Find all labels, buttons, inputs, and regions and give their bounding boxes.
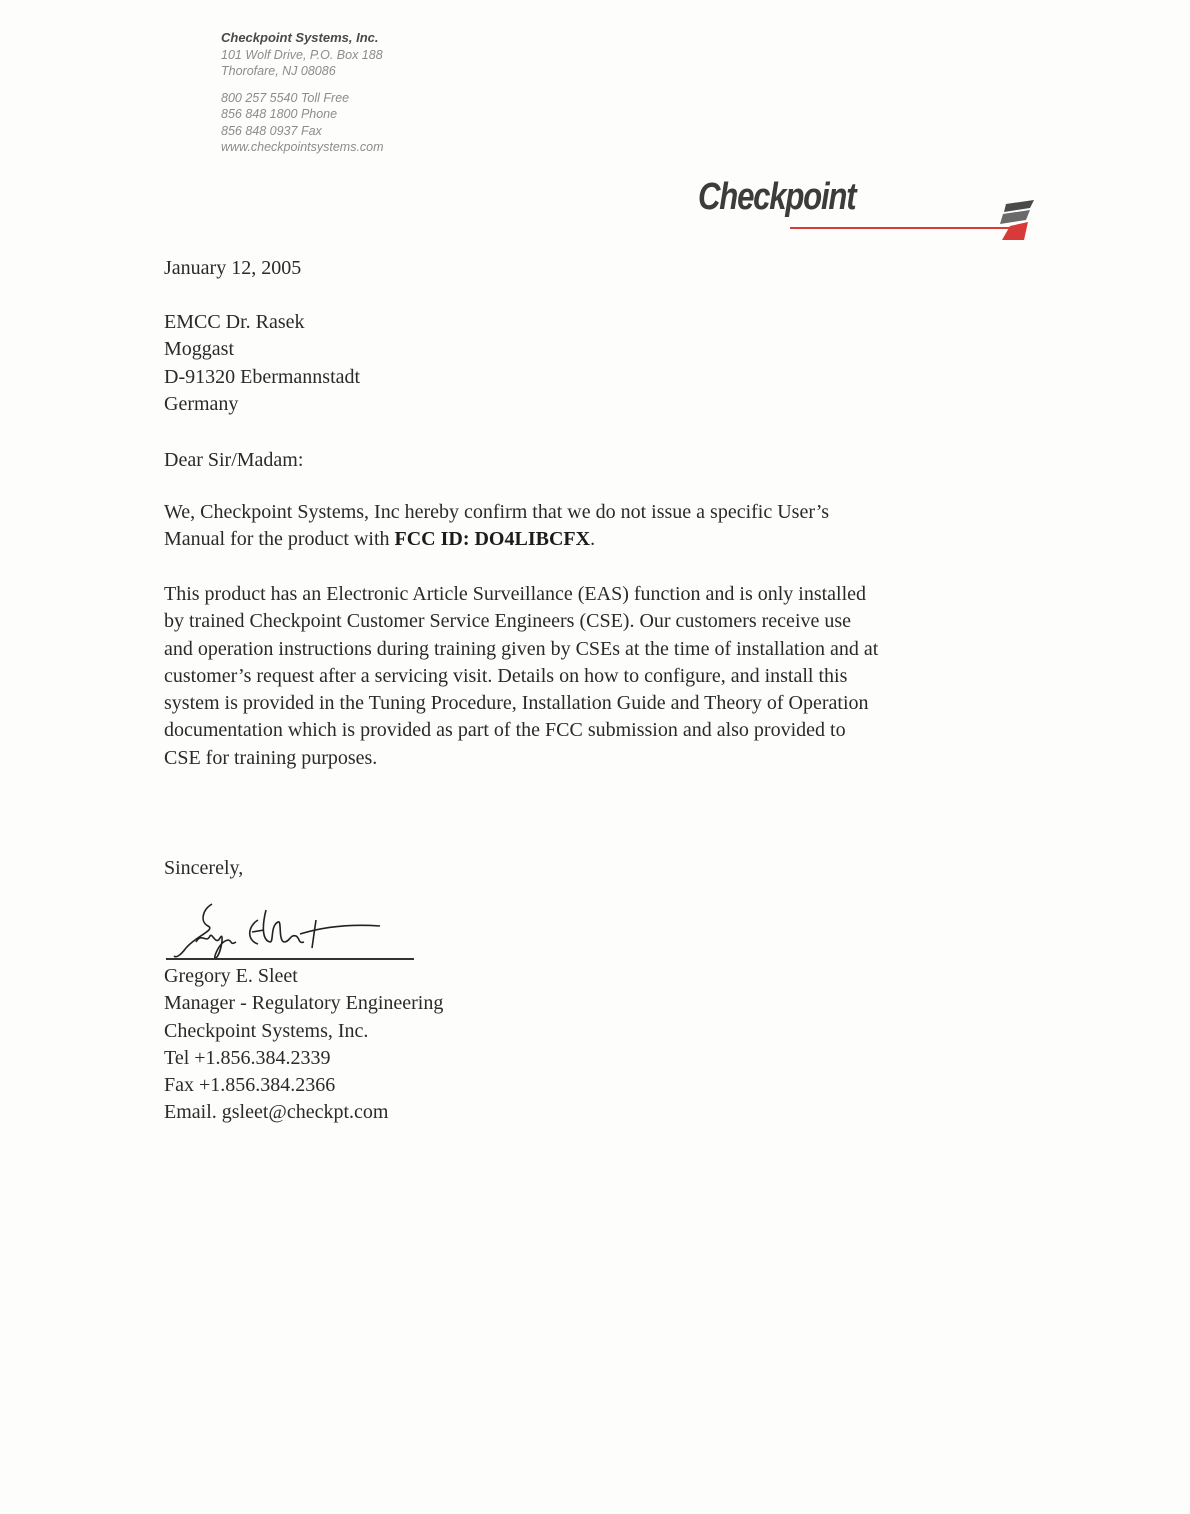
fcc-id: FCC ID: DO4LIBCFX xyxy=(394,528,591,551)
letterhead-website: www.checkpointsystems.com xyxy=(221,140,384,154)
paragraph-line xyxy=(164,526,1044,553)
checkpoint-mark-icon xyxy=(1000,200,1034,240)
paragraph-line: customer’s request after a servicing visit. Details on how to configure, and install this xyxy=(164,664,848,687)
signer-title: Manager - Regulatory Engineering xyxy=(164,992,444,1015)
paragraph-line: system is provided in the Tuning Procedure, Installation Guide and Theory of Operation xyxy=(164,692,869,715)
signer-company: Checkpoint Systems, Inc. xyxy=(164,1019,369,1042)
signature-line xyxy=(166,958,414,960)
recipient-line: D-91320 Ebermannstadt xyxy=(164,365,361,388)
letterhead-gap xyxy=(221,80,384,90)
recipient-line: EMCC Dr. Rasek xyxy=(164,311,305,333)
letterhead-company: Checkpoint Systems, Inc. xyxy=(221,30,379,45)
signer-fax: Fax +1.856.384.2366 xyxy=(164,1074,336,1097)
closing: Sincerely, xyxy=(164,857,244,879)
signer-tel: Tel +1.856.384.2339 xyxy=(164,1046,331,1069)
signer-name: Gregory E. Sleet xyxy=(164,965,298,987)
letterhead-address-line-1: 101 Wolf Drive, P.O. Box 188 xyxy=(221,47,383,62)
paragraph-line: This product has an Electronic Article Surveillance (EAS) function and is only installed xyxy=(164,583,867,605)
paragraph-text: Manual for the product with xyxy=(164,528,395,551)
logo-wordmark: Checkpoint xyxy=(698,176,856,218)
paragraph-line: CSE for training purposes. xyxy=(164,746,378,769)
recipient-line: Germany xyxy=(164,392,239,415)
paragraph-confirmation xyxy=(164,499,1044,554)
checkpoint-logo xyxy=(698,176,1038,242)
paragraph-line: documentation which is provided as part of the FCC submission and also provided to xyxy=(164,719,846,742)
letterhead xyxy=(221,30,384,156)
logo-underline xyxy=(790,227,1022,229)
letterhead-phone: 856 848 1800 Phone xyxy=(221,107,338,121)
letterhead-address-line-2: Thorofare, NJ 08086 xyxy=(221,64,336,78)
signer-email: Email. gsleet@checkpt.com xyxy=(164,1101,389,1124)
paragraph-line: We, Checkpoint Systems, Inc hereby confirm that we do not issue a specific User’s xyxy=(164,501,830,523)
recipient-line: Moggast xyxy=(164,338,234,361)
salutation: Dear Sir/Madam: xyxy=(164,449,304,471)
handwritten-signature xyxy=(166,896,416,962)
letter-date: January 12, 2005 xyxy=(164,257,302,279)
paragraph-text: . xyxy=(590,528,596,551)
signature-block xyxy=(164,963,443,1127)
paragraph-line: and operation instructions during training given by CSEs at the time of installation and at xyxy=(164,637,879,660)
letterhead-fax: 856 848 0937 Fax xyxy=(221,123,322,138)
letterhead-tollfree: 800 257 5540 Toll Free xyxy=(221,90,350,105)
recipient-address xyxy=(164,309,360,418)
paragraph-product-description xyxy=(164,581,1044,772)
paragraph-line: by trained Checkpoint Customer Service Engineers (CSE). Our customers receive use xyxy=(164,610,852,633)
